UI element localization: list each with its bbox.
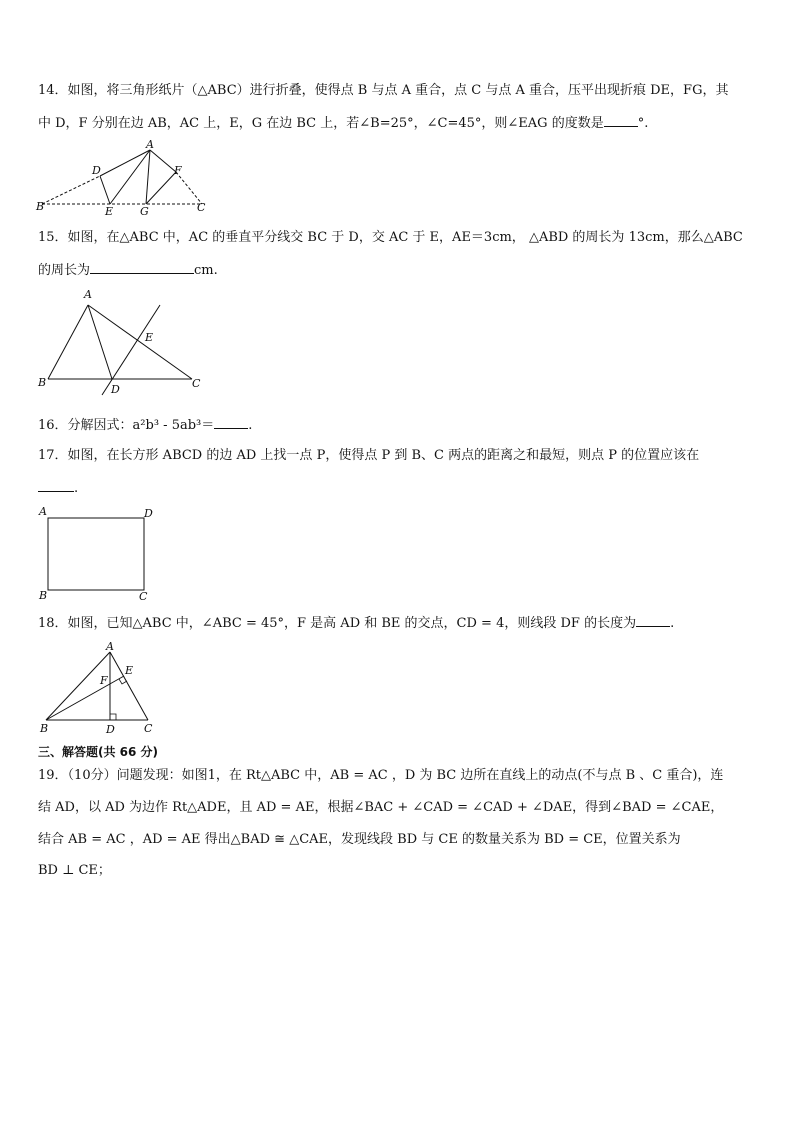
q14-crease-de [100,176,110,204]
q14-line2 [38,113,648,133]
q14-label-d: D [92,164,101,177]
q17-label-a: A [39,505,47,518]
q18-label-f: F [100,674,108,687]
q19-line2: 结 AD，以 AD 为边作 Rt△ADE，且 AD = AE，根据∠BAC + ∠CAD = ∠CAD + ∠DAE，得到∠BAD = ∠CAE， [38,800,724,815]
q14-answer-blank [604,113,638,127]
q18-label-c: C [144,722,153,735]
q15-line2-text: 的周长为 [38,263,91,278]
q17-line2-tail: . [74,481,79,496]
q18-label-d: D [106,723,115,736]
q15-line1: 15．如图，在△ABC 中，AC 的垂直平分线交 BC 于 D，交 AC 于 E，AE＝3cm， △ABD 的周长为 13cm，那么△ABC [38,230,743,245]
q18-tail: . [670,616,675,631]
q14-segment-da [100,150,150,176]
q18-figure [36,640,166,740]
q17-label-d: D [144,507,153,520]
q14-label-a: A [146,138,154,151]
q15-line2 [38,260,218,280]
q14-line2-text: 中 D，F 分别在边 AB，AC 上，E，G 在边 BC 上，若∠B=25°，∠C=45°，则∠EAG 的度数是 [38,116,604,131]
q17-label-b: B [39,589,48,602]
q18-segment-ac [110,652,148,720]
q18-altitude-be [46,676,124,720]
q18-line [38,613,674,633]
q16-answer-blank [214,415,248,429]
q14-segment-af [150,150,176,172]
q18-text: 18．如图，已知△ABC 中，∠ABC = 45°，F 是高 AD 和 BE 的交点，CD = 4，则线段 DF 的长度为 [38,616,637,631]
q17-label-c: C [139,590,148,603]
q15-segment-ab [48,305,88,379]
q15-label-a: A [84,288,92,301]
q15-label-d: D [111,383,120,396]
q15-figure [36,285,211,397]
q18-answer-blank [636,613,670,627]
q18-right-angle-d [110,714,116,720]
q15-label-c: C [192,377,201,390]
q14-figure [36,140,216,220]
q14-line1: 14．如图，将三角形纸片（△ABC）进行折叠，使得点 B 与点 A 重合，点 C 与点 A 重合，压平出现折痕 DE，FG，其 [38,83,729,98]
section-heading: 三、解答题(共 66 分) [38,745,159,759]
q15-label-b: B [38,376,47,389]
q15-segment-ac [88,305,192,379]
q17-line2 [38,478,78,498]
q16-line [38,415,252,435]
q15-answer-blank [90,260,194,274]
q14-segment-ae [110,150,150,204]
q14-segment-bd [42,176,100,204]
q15-label-e: E [145,331,154,344]
q14-label-b: B [36,200,45,213]
q14-crease-fg [146,172,176,204]
q19-line3: 结合 AB = AC ，AD = AE 得出△BAD ≅ △CAE，发现线段 BD 与 CE 的数量关系为 BD = CE，位置关系为 [38,832,681,847]
q18-label-a: A [106,640,114,653]
q14-label-g: G [140,205,149,218]
q15-segment-ad [88,305,112,379]
q16-text: 16．分解因式：a²b³ - 5ab³＝ [38,418,215,433]
q14-label-f: F [174,164,182,177]
q14-label-e: E [105,205,114,218]
q15-line2-tail: cm. [194,263,218,278]
q19-line4: BD ⊥ CE； [38,863,111,878]
q14-line2-tail: °. [637,116,649,131]
q17-rectangle-abcd [48,518,144,590]
q18-label-e: E [125,664,134,677]
q14-segment-ag [146,150,150,204]
q17-figure [36,503,166,603]
q16-tail: . [248,418,253,433]
q17-answer-blank [38,478,74,492]
q17-line1: 17．如图，在长方形 ABCD 的边 AD 上找一点 P，使得点 P 到 B、C 两点的距离之和最短，则点 P 的位置应该在 [38,448,700,463]
q19-line1: 19．（10分）问题发现：如图1，在 Rt△ABC 中，AB = AC ，D 为 BC 边所在直线上的动点(不与点 B 、C 重合)，连 [38,768,724,783]
q18-label-b: B [40,722,49,735]
q14-label-c: C [197,201,206,214]
